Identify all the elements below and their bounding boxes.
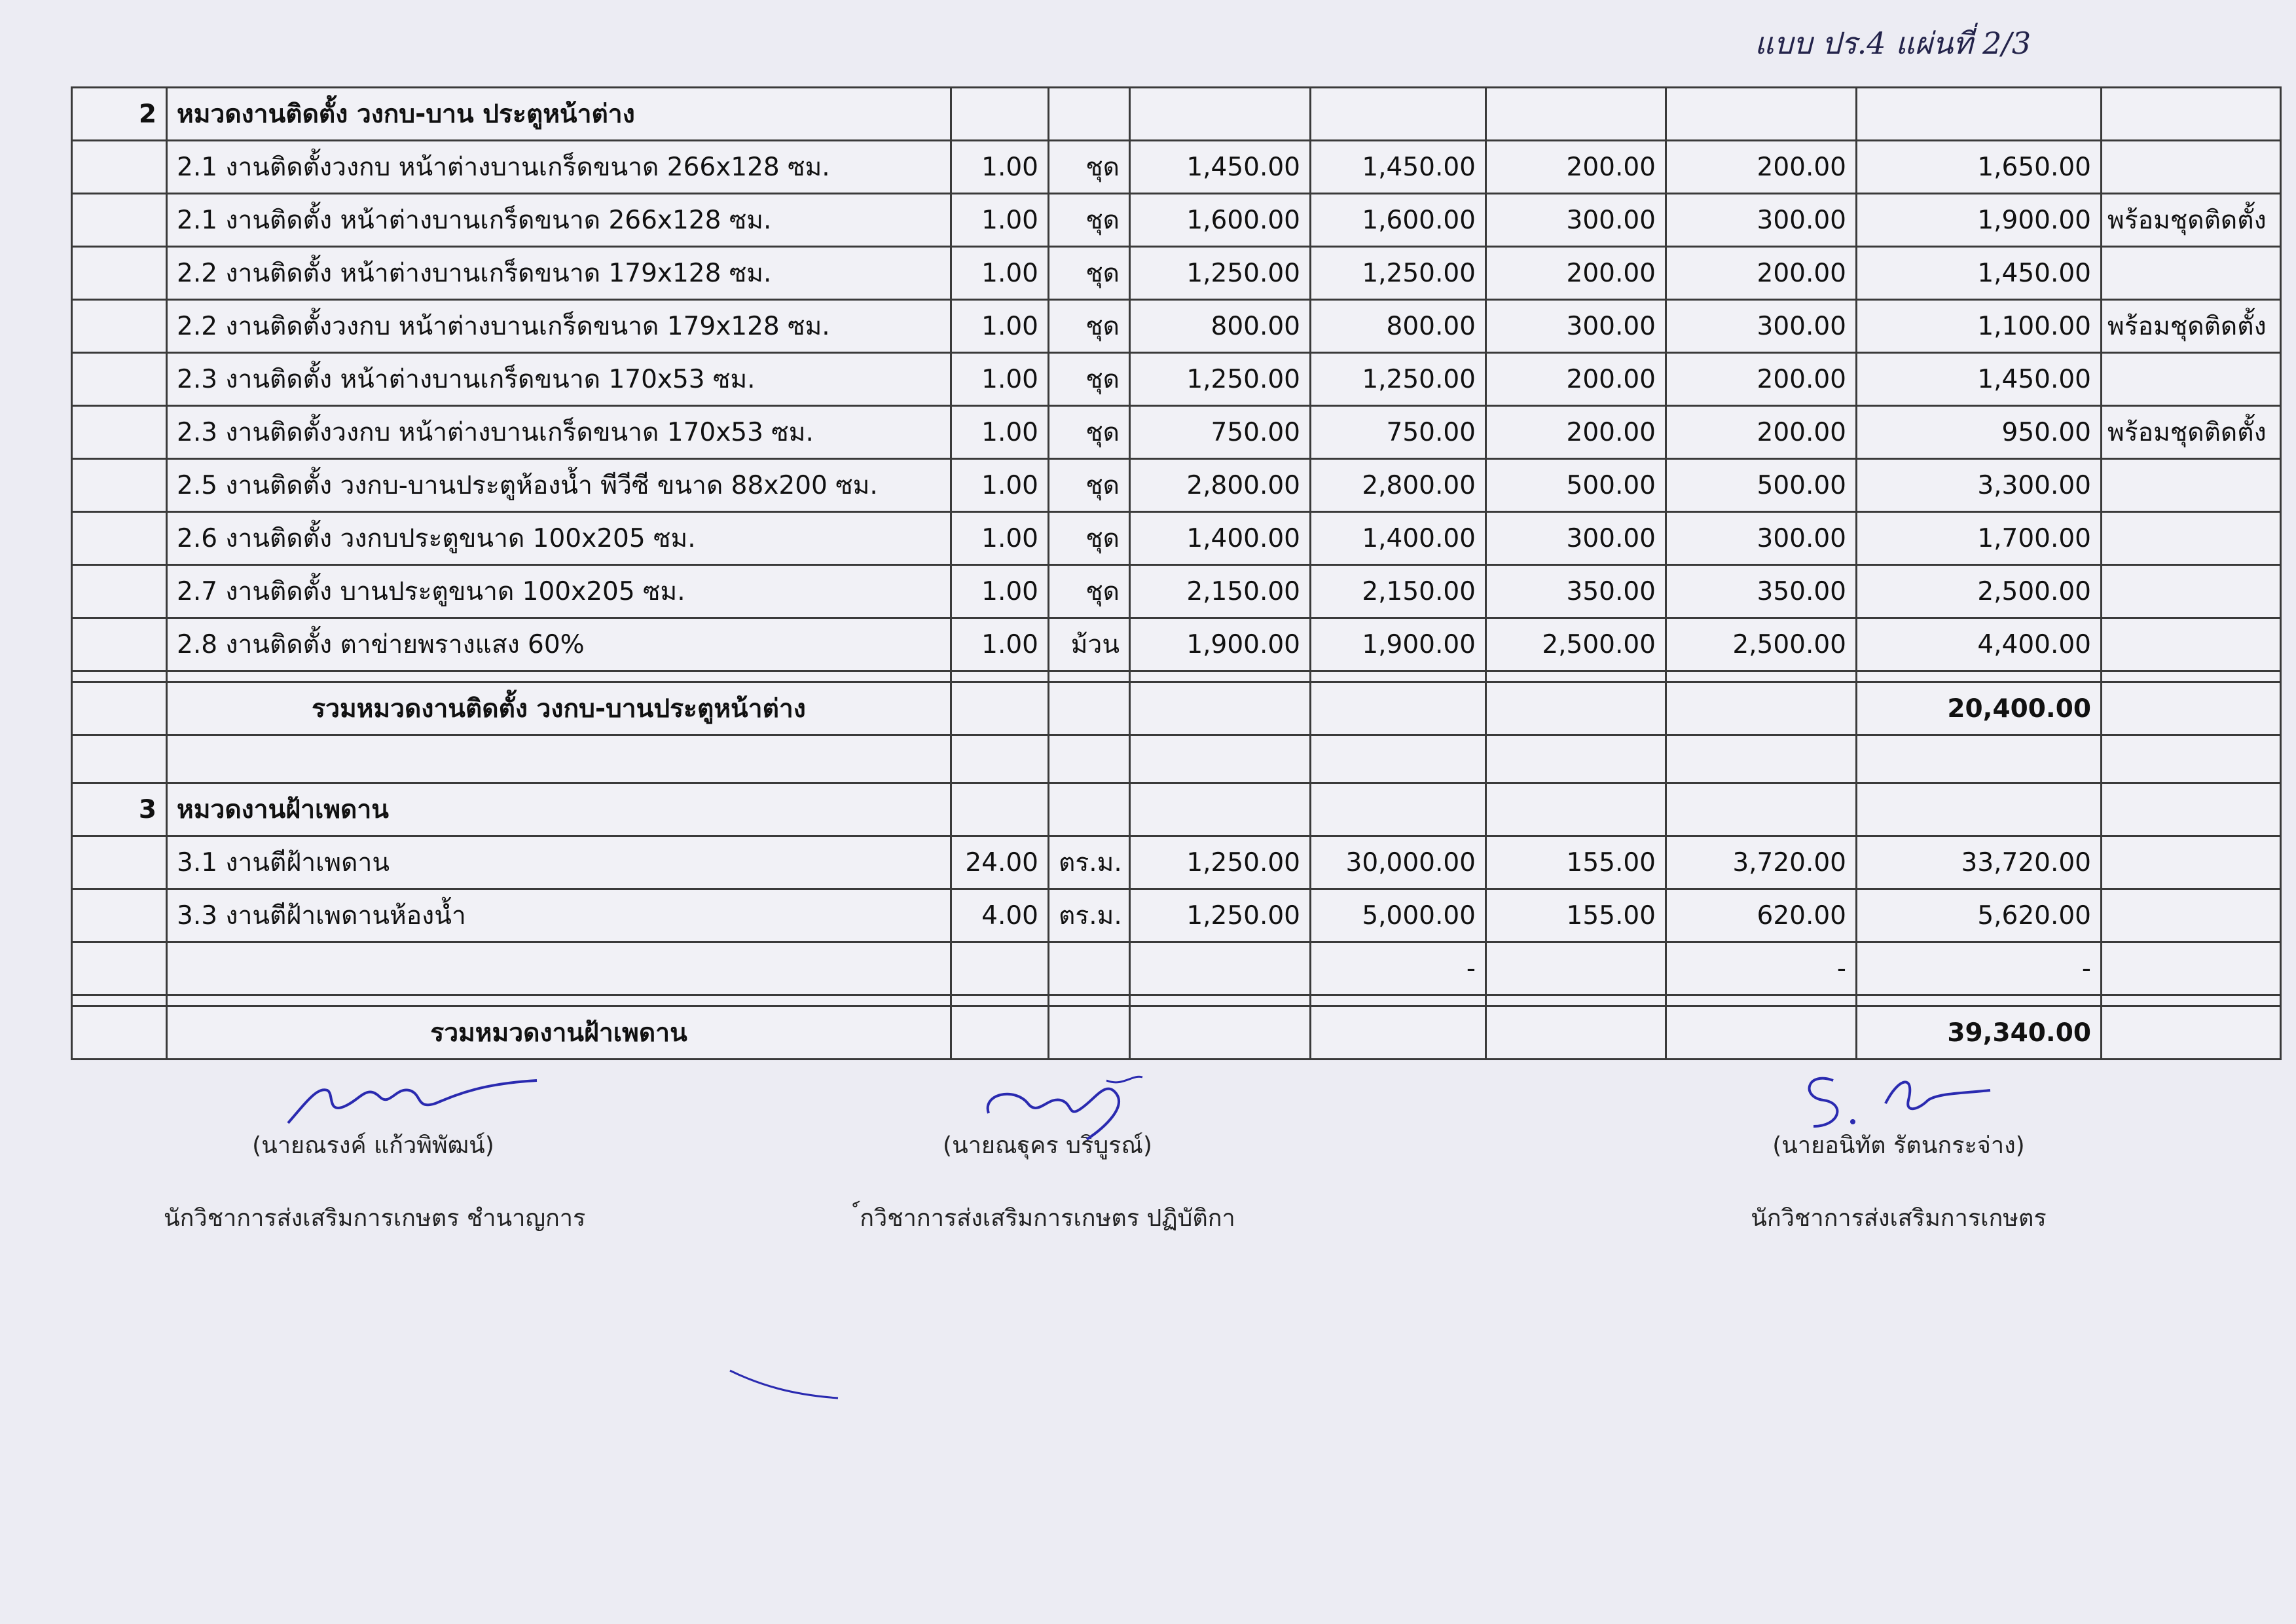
item-mat-amount: 1,900.00	[1311, 618, 1486, 671]
empty-cell	[1486, 735, 1666, 783]
item-lab-amount: 200.00	[1666, 141, 1857, 194]
page-label	[1755, 20, 2213, 65]
empty-cell	[1130, 88, 1311, 141]
row-number-cell	[72, 889, 167, 942]
item-qty: 1.00	[951, 194, 1049, 247]
empty-cell	[2102, 995, 2281, 1006]
signatory-2-name: (นายณฐุคร บริบูรณ์)	[943, 1132, 1152, 1159]
item-qty: 1.00	[951, 618, 1049, 671]
item-mat-price	[1130, 942, 1311, 995]
item-lab-amount: 300.00	[1666, 300, 1857, 353]
signatory-3-name: (นายอนิทัต รัตนกระจ่าง)	[1772, 1132, 2025, 1159]
item-note	[2102, 889, 2281, 942]
item-mat-amount: 2,800.00	[1311, 459, 1486, 512]
item-lab-amount: 200.00	[1666, 353, 1857, 406]
item-mat-price: 1,250.00	[1130, 247, 1311, 300]
item-mat-price: 1,600.00	[1130, 194, 1311, 247]
table-row	[72, 406, 2281, 459]
item-lab-amount: 200.00	[1666, 247, 1857, 300]
item-qty	[951, 942, 1049, 995]
row-number-cell	[72, 942, 167, 995]
item-note	[2102, 141, 2281, 194]
item-note: พร้อมชุดติดตั้ง	[2102, 300, 2281, 353]
item-total: 1,700.00	[1857, 512, 2102, 565]
item-lab-price: 155.00	[1486, 889, 1666, 942]
empty-cell	[1130, 783, 1311, 836]
item-unit: ตร.ม.	[1049, 836, 1130, 889]
row-number-cell	[72, 194, 167, 247]
table-row	[72, 889, 2281, 942]
item-unit: ชุด	[1049, 300, 1130, 353]
table-row	[72, 141, 2281, 194]
item-qty: 4.00	[951, 889, 1049, 942]
item-mat-amount: -	[1311, 942, 1486, 995]
empty-cell	[1130, 682, 1311, 735]
empty-cell	[1130, 735, 1311, 783]
empty-cell	[1311, 995, 1486, 1006]
empty-cell	[1311, 682, 1486, 735]
subtotal-value: 39,340.00	[1857, 1006, 2102, 1060]
item-mat-amount: 750.00	[1311, 406, 1486, 459]
item-total: 2,500.00	[1857, 565, 2102, 618]
item-note	[2102, 459, 2281, 512]
row-number-cell	[72, 141, 167, 194]
item-note	[2102, 618, 2281, 671]
item-note	[2102, 836, 2281, 889]
subtotal-value: 20,400.00	[1857, 682, 2102, 735]
item-note: พร้อมชุดติดตั้ง	[2102, 406, 2281, 459]
item-mat-amount: 1,400.00	[1311, 512, 1486, 565]
item-mat-amount: 2,150.00	[1311, 565, 1486, 618]
item-total: 5,620.00	[1857, 889, 2102, 942]
table-body	[72, 88, 2281, 1060]
item-description: 2.3 งานติดตั้ง หน้าต่างบานเกร็ดขนาด 170x53 ซม.	[167, 353, 951, 406]
row-number-cell	[72, 1006, 167, 1060]
item-description: 2.3 งานติดตั้งวงกบ หน้าต่างบานเกร็ดขนาด 170x53 ซม.	[167, 406, 951, 459]
empty-cell	[2102, 682, 2281, 735]
item-note: พร้อมชุดติดตั้ง	[2102, 194, 2281, 247]
item-qty: 1.00	[951, 247, 1049, 300]
row-number-cell	[72, 406, 167, 459]
item-lab-amount: 300.00	[1666, 194, 1857, 247]
item-unit: ม้วน	[1049, 618, 1130, 671]
table-row	[72, 300, 2281, 353]
empty-cell	[1857, 735, 2102, 783]
signatory-1-name: (นายณรงค์ แก้วพิพัฒน์)	[252, 1132, 494, 1159]
section-number: 2	[72, 88, 167, 141]
item-unit: ชุด	[1049, 141, 1130, 194]
empty-cell	[1486, 1006, 1666, 1060]
item-qty: 1.00	[951, 565, 1049, 618]
item-qty: 1.00	[951, 141, 1049, 194]
empty-cell	[1666, 1006, 1857, 1060]
item-lab-amount: 2,500.00	[1666, 618, 1857, 671]
empty-cell	[2102, 88, 2281, 141]
empty-cell	[1666, 783, 1857, 836]
empty-cell	[2102, 783, 2281, 836]
signature-2-scribble	[975, 1067, 1146, 1146]
signatory-1-title: นักวิชาการส่งเสริมการเกษตร ชำนาญการ	[164, 1205, 586, 1232]
row-number-cell	[72, 682, 167, 735]
item-mat-price: 1,250.00	[1130, 836, 1311, 889]
item-mat-price: 2,150.00	[1130, 565, 1311, 618]
item-lab-price	[1486, 942, 1666, 995]
table-row	[72, 618, 2281, 671]
item-qty: 1.00	[951, 512, 1049, 565]
empty-cell	[1049, 735, 1130, 783]
item-total: 1,900.00	[1857, 194, 2102, 247]
item-total: -	[1857, 942, 2102, 995]
item-lab-amount: -	[1666, 942, 1857, 995]
item-lab-amount: 3,720.00	[1666, 836, 1857, 889]
item-total: 1,450.00	[1857, 247, 2102, 300]
item-note	[2102, 565, 2281, 618]
item-mat-amount: 1,450.00	[1311, 141, 1486, 194]
item-total: 3,300.00	[1857, 459, 2102, 512]
empty-cell	[951, 995, 1049, 1006]
item-mat-price: 750.00	[1130, 406, 1311, 459]
empty-cell	[2102, 735, 2281, 783]
item-total: 1,650.00	[1857, 141, 2102, 194]
signatory-2-title: ์กวิชาการส่งเสริมการเกษตร ปฏิบัติกา	[860, 1205, 1235, 1232]
item-total: 33,720.00	[1857, 836, 2102, 889]
item-lab-price: 500.00	[1486, 459, 1666, 512]
empty-cell	[1486, 88, 1666, 141]
item-unit	[1049, 942, 1130, 995]
item-description: 2.7 งานติดตั้ง บานประตูขนาด 100x205 ซม.	[167, 565, 951, 618]
signatory-1	[164, 1126, 586, 1236]
section-header-row	[72, 783, 2281, 836]
row-number-cell	[72, 459, 167, 512]
item-mat-price: 1,450.00	[1130, 141, 1311, 194]
empty-cell	[951, 783, 1049, 836]
item-unit: ชุด	[1049, 565, 1130, 618]
spacer-row	[72, 671, 2281, 682]
empty-cell	[2102, 1006, 2281, 1060]
empty-cell	[1311, 88, 1486, 141]
item-total: 1,100.00	[1857, 300, 2102, 353]
spacer-row	[72, 995, 2281, 1006]
empty-cell	[1857, 88, 2102, 141]
empty-cell	[1666, 682, 1857, 735]
item-lab-amount: 620.00	[1666, 889, 1857, 942]
item-description: 2.2 งานติดตั้งวงกบ หน้าต่างบานเกร็ดขนาด 179x128 ซม.	[167, 300, 951, 353]
empty-cell	[1857, 783, 2102, 836]
item-qty: 1.00	[951, 459, 1049, 512]
item-unit: ชุด	[1049, 247, 1130, 300]
item-note	[2102, 353, 2281, 406]
item-description: 2.6 งานติดตั้ง วงกบประตูขนาด 100x205 ซม.	[167, 512, 951, 565]
section-header-row	[72, 88, 2281, 141]
item-lab-amount: 200.00	[1666, 406, 1857, 459]
item-total: 950.00	[1857, 406, 2102, 459]
empty-cell	[1049, 88, 1130, 141]
item-total: 4,400.00	[1857, 618, 2102, 671]
empty-cell	[167, 995, 951, 1006]
empty-cell	[1311, 783, 1486, 836]
section-number: 3	[72, 783, 167, 836]
item-mat-amount: 1,250.00	[1311, 247, 1486, 300]
empty-cell	[167, 671, 951, 682]
page-label-text: แบบ ปร.4 แผ่นที่ 2/3	[1755, 26, 2032, 61]
item-lab-price: 155.00	[1486, 836, 1666, 889]
section-title: หมวดงานติดตั้ง วงกบ-บาน ประตูหน้าต่าง	[167, 88, 951, 141]
signatory-3	[1728, 1126, 2069, 1236]
row-number-cell	[72, 565, 167, 618]
subtotal-label: รวมหมวดงานติดตั้ง วงกบ-บานประตูหน้าต่าง	[167, 682, 951, 735]
empty-cell	[951, 1006, 1049, 1060]
item-mat-price: 1,900.00	[1130, 618, 1311, 671]
item-qty: 24.00	[951, 836, 1049, 889]
empty-cell	[1311, 735, 1486, 783]
table-row	[72, 512, 2281, 565]
empty-cell	[1486, 682, 1666, 735]
empty-cell	[2102, 671, 2281, 682]
empty-cell	[1049, 995, 1130, 1006]
row-number-cell	[72, 353, 167, 406]
item-mat-amount: 5,000.00	[1311, 889, 1486, 942]
table-row	[72, 942, 2281, 995]
empty-cell	[1486, 995, 1666, 1006]
item-description: 2.8 งานติดตั้ง ตาข่ายพรางแสง 60%	[167, 618, 951, 671]
empty-cell	[1857, 671, 2102, 682]
item-lab-price: 200.00	[1486, 247, 1666, 300]
item-mat-price: 1,400.00	[1130, 512, 1311, 565]
empty-cell	[1666, 671, 1857, 682]
table-row	[72, 353, 2281, 406]
item-note	[2102, 247, 2281, 300]
section-subtotal-row	[72, 682, 2281, 735]
signatory-3-title: นักวิชาการส่งเสริมการเกษตร	[1751, 1205, 2047, 1232]
signature-1-scribble	[282, 1061, 543, 1133]
empty-cell	[1486, 783, 1666, 836]
item-lab-amount: 300.00	[1666, 512, 1857, 565]
item-unit: ชุด	[1049, 353, 1130, 406]
empty-cell	[1666, 995, 1857, 1006]
empty-cell	[167, 735, 951, 783]
item-lab-price: 200.00	[1486, 406, 1666, 459]
empty-cell	[72, 671, 167, 682]
empty-cell	[951, 735, 1049, 783]
item-unit: ชุด	[1049, 194, 1130, 247]
item-unit: ชุด	[1049, 459, 1130, 512]
empty-cell	[1049, 671, 1130, 682]
empty-cell	[1049, 682, 1130, 735]
empty-cell	[951, 671, 1049, 682]
item-note	[2102, 512, 2281, 565]
table-row	[72, 247, 2281, 300]
item-qty: 1.00	[951, 406, 1049, 459]
item-description: 2.1 งานติดตั้งวงกบ หน้าต่างบานเกร็ดขนาด 266x128 ซม.	[167, 141, 951, 194]
empty-cell	[1857, 995, 2102, 1006]
empty-cell	[1311, 1006, 1486, 1060]
item-lab-amount: 500.00	[1666, 459, 1857, 512]
empty-cell	[1049, 1006, 1130, 1060]
empty-cell	[1130, 671, 1311, 682]
row-number-cell	[72, 618, 167, 671]
empty-cell	[72, 735, 167, 783]
row-number-cell	[72, 836, 167, 889]
row-number-cell	[72, 512, 167, 565]
item-mat-amount: 30,000.00	[1311, 836, 1486, 889]
item-lab-price: 300.00	[1486, 300, 1666, 353]
item-lab-price: 350.00	[1486, 565, 1666, 618]
item-mat-price: 2,800.00	[1130, 459, 1311, 512]
item-description: 2.1 งานติดตั้ง หน้าต่างบานเกร็ดขนาด 266x128 ซม.	[167, 194, 951, 247]
item-description	[167, 942, 951, 995]
item-unit: ตร.ม.	[1049, 889, 1130, 942]
section-title: หมวดงานฝ้าเพดาน	[167, 783, 951, 836]
item-lab-price: 300.00	[1486, 194, 1666, 247]
table-row	[72, 836, 2281, 889]
item-description: 2.2 งานติดตั้ง หน้าต่างบานเกร็ดขนาด 179x128 ซม.	[167, 247, 951, 300]
row-number-cell	[72, 300, 167, 353]
item-description: 3.1 งานตีฝ้าเพดาน	[167, 836, 951, 889]
table-row	[72, 194, 2281, 247]
row-number-cell	[72, 247, 167, 300]
empty-cell	[1049, 783, 1130, 836]
item-lab-amount: 350.00	[1666, 565, 1857, 618]
empty-cell	[1130, 1006, 1311, 1060]
empty-cell	[1311, 671, 1486, 682]
item-mat-amount: 1,250.00	[1311, 353, 1486, 406]
stray-pen-mark	[727, 1365, 845, 1405]
item-lab-price: 200.00	[1486, 353, 1666, 406]
item-unit: ชุด	[1049, 406, 1130, 459]
item-mat-price: 800.00	[1130, 300, 1311, 353]
item-lab-price: 2,500.00	[1486, 618, 1666, 671]
empty-cell	[1666, 88, 1857, 141]
subtotal-label: รวมหมวดงานฝ้าเพดาน	[167, 1006, 951, 1060]
item-mat-price: 1,250.00	[1130, 889, 1311, 942]
blank-row	[72, 735, 2281, 783]
item-note	[2102, 942, 2281, 995]
item-mat-price: 1,250.00	[1130, 353, 1311, 406]
item-unit: ชุด	[1049, 512, 1130, 565]
signatory-2	[858, 1126, 1237, 1236]
bill-of-quantities-table	[71, 86, 2282, 1060]
item-description: 2.5 งานติดตั้ง วงกบ-บานประตูห้องน้ำ พีวีซี ขนาด 88x200 ซม.	[167, 459, 951, 512]
table-row	[72, 459, 2281, 512]
item-mat-amount: 800.00	[1311, 300, 1486, 353]
empty-cell	[72, 995, 167, 1006]
empty-cell	[1666, 735, 1857, 783]
item-qty: 1.00	[951, 353, 1049, 406]
empty-cell	[951, 682, 1049, 735]
item-qty: 1.00	[951, 300, 1049, 353]
signature-3-scribble	[1787, 1064, 1997, 1136]
table-row	[72, 565, 2281, 618]
section-subtotal-row	[72, 1006, 2281, 1060]
item-lab-price: 200.00	[1486, 141, 1666, 194]
item-total: 1,450.00	[1857, 353, 2102, 406]
item-lab-price: 300.00	[1486, 512, 1666, 565]
item-description: 3.3 งานตีฝ้าเพดานห้องน้ำ	[167, 889, 951, 942]
item-mat-amount: 1,600.00	[1311, 194, 1486, 247]
empty-cell	[951, 88, 1049, 141]
empty-cell	[1486, 671, 1666, 682]
empty-cell	[1130, 995, 1311, 1006]
